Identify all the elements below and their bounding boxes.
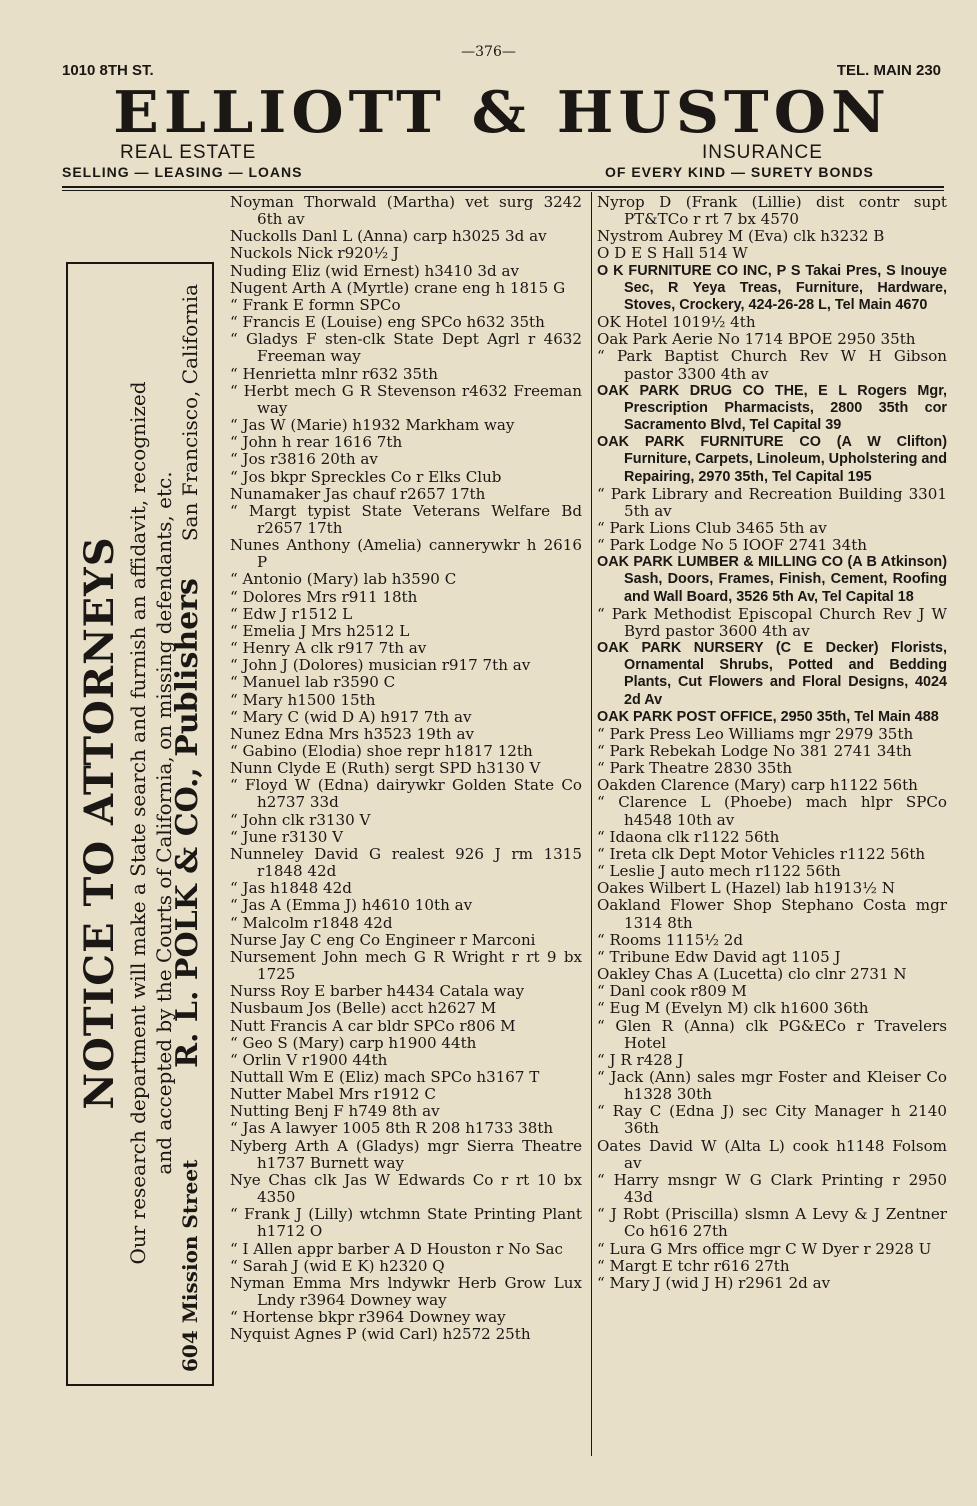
directory-entry: “ Eug M (Evelyn M) clk h1600 36th	[597, 999, 869, 1018]
directory-entry: “ Jas h1848 42d	[230, 879, 352, 898]
directory-entry: “ Jos bkpr Spreckles Co r Elks Club	[230, 467, 502, 486]
directory-entry: “ Ray C (Edna J) sec City Manager h 2140 36th	[597, 1102, 947, 1138]
notice-text-line-1: Our research department will make a State search and furnish an affidavit, recognized	[126, 381, 150, 1265]
directory-entry: “ Leslie J auto mech r1122 56th	[597, 862, 841, 881]
directory-entry: Nyman Emma Mrs lndywkr Herb Grow Lux Lndy r3964 Downey way	[230, 1273, 582, 1309]
directory-entry: “ Jack (Ann) sales mgr Foster and Kleiser Co h1328 30th	[597, 1067, 947, 1104]
real-estate-title: REAL ESTATE	[120, 142, 257, 163]
directory-entry: “ Emelia J Mrs h2512 L	[230, 621, 410, 640]
advertiser-banner: ELLIOTT & HUSTON	[113, 79, 891, 147]
directory-entry: “ J Robt (Priscilla) slsmn A Levy & J Zentner Co h616 27th	[597, 1205, 947, 1241]
directory-entry: Nyberg Arth A (Gladys) mgr Sierra Theatre h1737 Burnett way	[230, 1136, 582, 1172]
directory-entry: Oakes Wilbert L (Hazel) lab h1913½ N	[597, 879, 895, 898]
directory-entry: Nye Chas clk Jas W Edwards Co r rt 10 bx 4350	[230, 1170, 582, 1207]
directory-entry: Oates David W (Alta L) cook h1148 Folsom av	[597, 1136, 947, 1172]
directory-entry: “ John h rear 1616 7th	[230, 433, 403, 452]
directory-entry: “ Mary J (wid J H) r2961 2d av	[597, 1273, 831, 1292]
directory-entry: “ Park Methodist Episcopal Church Rev J W Byrd pastor 3600 4th av	[597, 604, 947, 640]
directory-entry: Nuttall Wm E (Eliz) mach SPCo h3167 T	[230, 1067, 540, 1086]
directory-entry: “ Malcolm r1848 42d	[230, 913, 393, 932]
directory-entry: “ Sarah J (wid E K) h2320 Q	[230, 1256, 445, 1275]
directory-entry: O K FURNITURE CO INC, P S Takai Pres, S Inouye Sec, R Yeya Treas, Furniture, Hardware, Stoves, Crockery, 424-26-28 L, Tel Main 4670	[597, 262, 947, 313]
page-number: —376—	[461, 44, 516, 60]
header-rule-thin	[62, 190, 944, 191]
directory-entry: Nunneley David G realest 926 J rm 1315 r1848 42d	[230, 844, 582, 881]
directory-entry: “ Hortense bkpr r3964 Downey way	[230, 1308, 506, 1327]
directory-entry: Nuding Eliz (wid Ernest) h3410 3d av	[230, 261, 520, 280]
directory-entry: “ Francis E (Louise) eng SPCo h632 35th	[230, 313, 545, 332]
directory-entry: “ Herbt mech G R Stevenson r4632 Freeman way	[230, 381, 582, 417]
directory-entry: “ Margt typist State Veterans Welfare Bd r2657 17th	[230, 501, 582, 537]
real-estate-services: SELLING — LEASING — LOANS	[62, 164, 303, 180]
directory-entry: “ Dolores Mrs r911 18th	[230, 587, 418, 606]
directory-entry: “ Park Library and Recreation Building 3301 5th av	[597, 484, 947, 520]
directory-entry: “ Gabino (Elodia) shoe repr h1817 12th	[230, 742, 533, 760]
directory-entry: Nutting Benj F h749 8th av	[230, 1102, 440, 1121]
directory-entry: “ Park Theatre 2830 35th	[597, 759, 793, 778]
directory-entry: “ Park Press Leo Williams mgr 2979 35th	[597, 724, 914, 743]
directory-entry: Nyquist Agnes P (wid Carl) h2572 25th	[230, 1325, 531, 1344]
insurance-services: OF EVERY KIND — SURETY BONDS	[605, 164, 874, 180]
directory-entry: OAK PARK FURNITURE CO (A W Clifton) Furniture, Carpets, Linoleum, Upholstering and Repairing, 2970 35th, Tel Capital 195	[597, 434, 948, 485]
directory-entry: OAK PARK NURSERY (C E Decker) Florists, Ornamental Shrubs, Potted and Bedding Plants, Cut Flowers and Floral Designs, 4024 2d Av	[597, 640, 947, 708]
directory-entry: “ Jas W (Marie) h1932 Markham way	[230, 416, 515, 435]
directory-entry: Noyman Thorwald (Martha) vet surg 3242 6th av	[230, 193, 582, 229]
directory-entry: Nursement John mech G R Wright r rt 9 bx 1725	[230, 947, 582, 984]
directory-entry: “ June r3130 V	[230, 827, 344, 846]
directory-entry: “ Mary h1500 15th	[230, 690, 376, 709]
directory-column-left	[230, 194, 582, 1343]
directory-entry: “ Mary C (wid D A) h917 7th av	[230, 707, 472, 726]
directory-entry: “ Clarence L (Phoebe) mach hlpr SPCo h4548 10th av	[597, 793, 947, 829]
directory-entry: Nuckolls Danl L (Anna) carp h3025 3d av	[230, 227, 547, 246]
insurance-title: INSURANCE	[702, 142, 823, 163]
directory-entry: “ Henry A clk r917 7th av	[230, 639, 427, 658]
notice-text-line-2: and accepted by the Courts of California, on missing defendants, etc.	[152, 471, 176, 1175]
column-divider	[591, 192, 592, 1456]
directory-entry: “ Jas A (Emma J) h4610 10th av	[230, 896, 473, 915]
directory-entry: OAK PARK POST OFFICE, 2950 35th, Tel Main 488	[597, 708, 939, 725]
directory-entry: Oakden Clarence (Mary) carp h1122 56th	[597, 776, 918, 795]
publisher-address: 604 Mission Street	[178, 1159, 202, 1372]
directory-entry: Nunn Clyde E (Ruth) sergt SPD h3130 V	[230, 759, 541, 778]
directory-entry: “ I Allen appr barber A D Houston r No Sac	[230, 1239, 563, 1258]
directory-entry: “ Park Baptist Church Rev W H Gibson pastor 3300 4th av	[597, 347, 947, 383]
header-telephone: TEL. MAIN 230	[836, 62, 941, 79]
directory-entry: “ Gladys F sten-clk State Dept Agrl r 4632 Freeman way	[230, 330, 582, 366]
directory-entry: Nurse Jay C eng Co Engineer r Marconi	[230, 930, 536, 949]
directory-entry: “ Antonio (Mary) lab h3590 C	[230, 570, 457, 589]
directory-column-right	[597, 194, 947, 1292]
directory-entry: Nystrom Aubrey M (Eva) clk h3232 B	[597, 227, 885, 246]
directory-entry: “ J R r428 J	[597, 1050, 684, 1069]
directory-entry: “ Edw J r1512 L	[230, 604, 353, 623]
directory-entry: “ Harry msngr W G Clark Printing r 2950 43d	[597, 1170, 947, 1207]
directory-entry: “ Lura G Mrs office mgr C W Dyer r 2928 U	[597, 1239, 932, 1258]
directory-entry: O D E S Hall 514 W	[597, 244, 748, 263]
directory-entry: “ Jas A lawyer 1005 8th R 208 h1733 38th	[230, 1119, 554, 1138]
directory-entry: Oakley Chas A (Lucetta) clo clnr 2731 N	[597, 965, 907, 984]
directory-entry: “ Henrietta mlnr r632 35th	[230, 364, 438, 383]
directory-entry: “ Rooms 1115½ 2d	[597, 930, 744, 949]
directory-entry: OK Hotel 1019½ 4th	[597, 313, 756, 332]
directory-entry: Oak Park Aerie No 1714 BPOE 2950 35th	[597, 330, 916, 349]
notice-to-attorneys-box	[66, 262, 214, 1386]
directory-entry: “ John clk r3130 V	[230, 810, 371, 829]
directory-entry: OAK PARK LUMBER & MILLING CO (A B Atkinson) Sash, Doors, Frames, Finish, Cement, Roofing and Wall Board, 3526 5th Av, Tel Capital 18	[597, 554, 947, 605]
header-address: 1010 8TH ST.	[62, 62, 154, 79]
directory-entry: Nunez Edna Mrs h3523 19th av	[230, 724, 474, 743]
directory-entry: Nutt Francis A car bldr SPCo r806 M	[230, 1016, 516, 1035]
directory-entry: “ Floyd W (Edna) dairywkr Golden State Co h2737 33d	[230, 776, 582, 812]
publisher-city: San Francisco, California	[178, 284, 202, 542]
directory-entry: Oakland Flower Shop Stephano Costa mgr 1314 8th	[597, 896, 947, 932]
directory-entry: “ Jos r3816 20th av	[230, 450, 378, 469]
directory-entry: Nusbaum Jos (Belle) acct h2627 M	[230, 999, 497, 1018]
directory-entry: “ Ireta clk Dept Motor Vehicles r1122 56th	[597, 844, 926, 863]
directory-entry: “ Park Rebekah Lodge No 381 2741 34th	[597, 742, 912, 760]
directory-entry: “ Orlin V r1900 44th	[230, 1050, 388, 1069]
directory-entry: “ Frank E formn SPCo	[230, 295, 401, 314]
publisher-name: R. L. POLK & CO., Publishers	[170, 578, 205, 1068]
directory-entry: Nunes Anthony (Amelia) cannerywkr h 2616 P	[230, 536, 582, 572]
directory-entry: Nugent Arth A (Myrtle) crane eng h 1815 G	[230, 278, 566, 297]
directory-entry: “ Margt E tchr r616 27th	[597, 1256, 790, 1275]
header-rule	[62, 186, 944, 188]
directory-entry: “ John J (Dolores) musician r917 7th av	[230, 656, 531, 675]
directory-entry: Nunamaker Jas chauf r2657 17th	[230, 484, 486, 503]
directory-entry: Nurss Roy E barber h4434 Catala way	[230, 982, 525, 1001]
directory-entry: “ Tribune Edw David agt 1105 J	[597, 947, 841, 966]
directory-entry: “ Park Lodge No 5 IOOF 2741 34th	[597, 536, 867, 555]
directory-entry: Nuckols Nick r920½ J	[230, 244, 399, 263]
notice-title: NOTICE TO ATTORNEYS	[76, 536, 123, 1110]
directory-entry: “ Frank J (Lilly) wtchmn State Printing Plant h1712 O	[230, 1205, 582, 1241]
directory-entry: “ Danl cook r809 M	[597, 982, 747, 1001]
directory-entry: “ Manuel lab r3590 C	[230, 673, 396, 692]
directory-entry: “ Park Lions Club 3465 5th av	[597, 518, 827, 537]
directory-entry: OAK PARK DRUG CO THE, E L Rogers Mgr, Prescription Pharmacists, 2800 35th cor Sacramento Blvd, Tel Capital 39	[597, 382, 947, 434]
directory-entry: Nutter Mabel Mrs r1912 C	[230, 1085, 436, 1104]
directory-entry: “ Glen R (Anna) clk PG&ECo r Travelers Hotel	[597, 1016, 947, 1052]
directory-entry: “ Geo S (Mary) carp h1900 44th	[230, 1033, 477, 1052]
directory-entry: Nyrop D (Frank (Lillie) dist contr supt PT&TCo r rt 7 bx 4570	[597, 193, 947, 229]
directory-entry: “ Idaona clk r1122 56th	[597, 827, 780, 846]
